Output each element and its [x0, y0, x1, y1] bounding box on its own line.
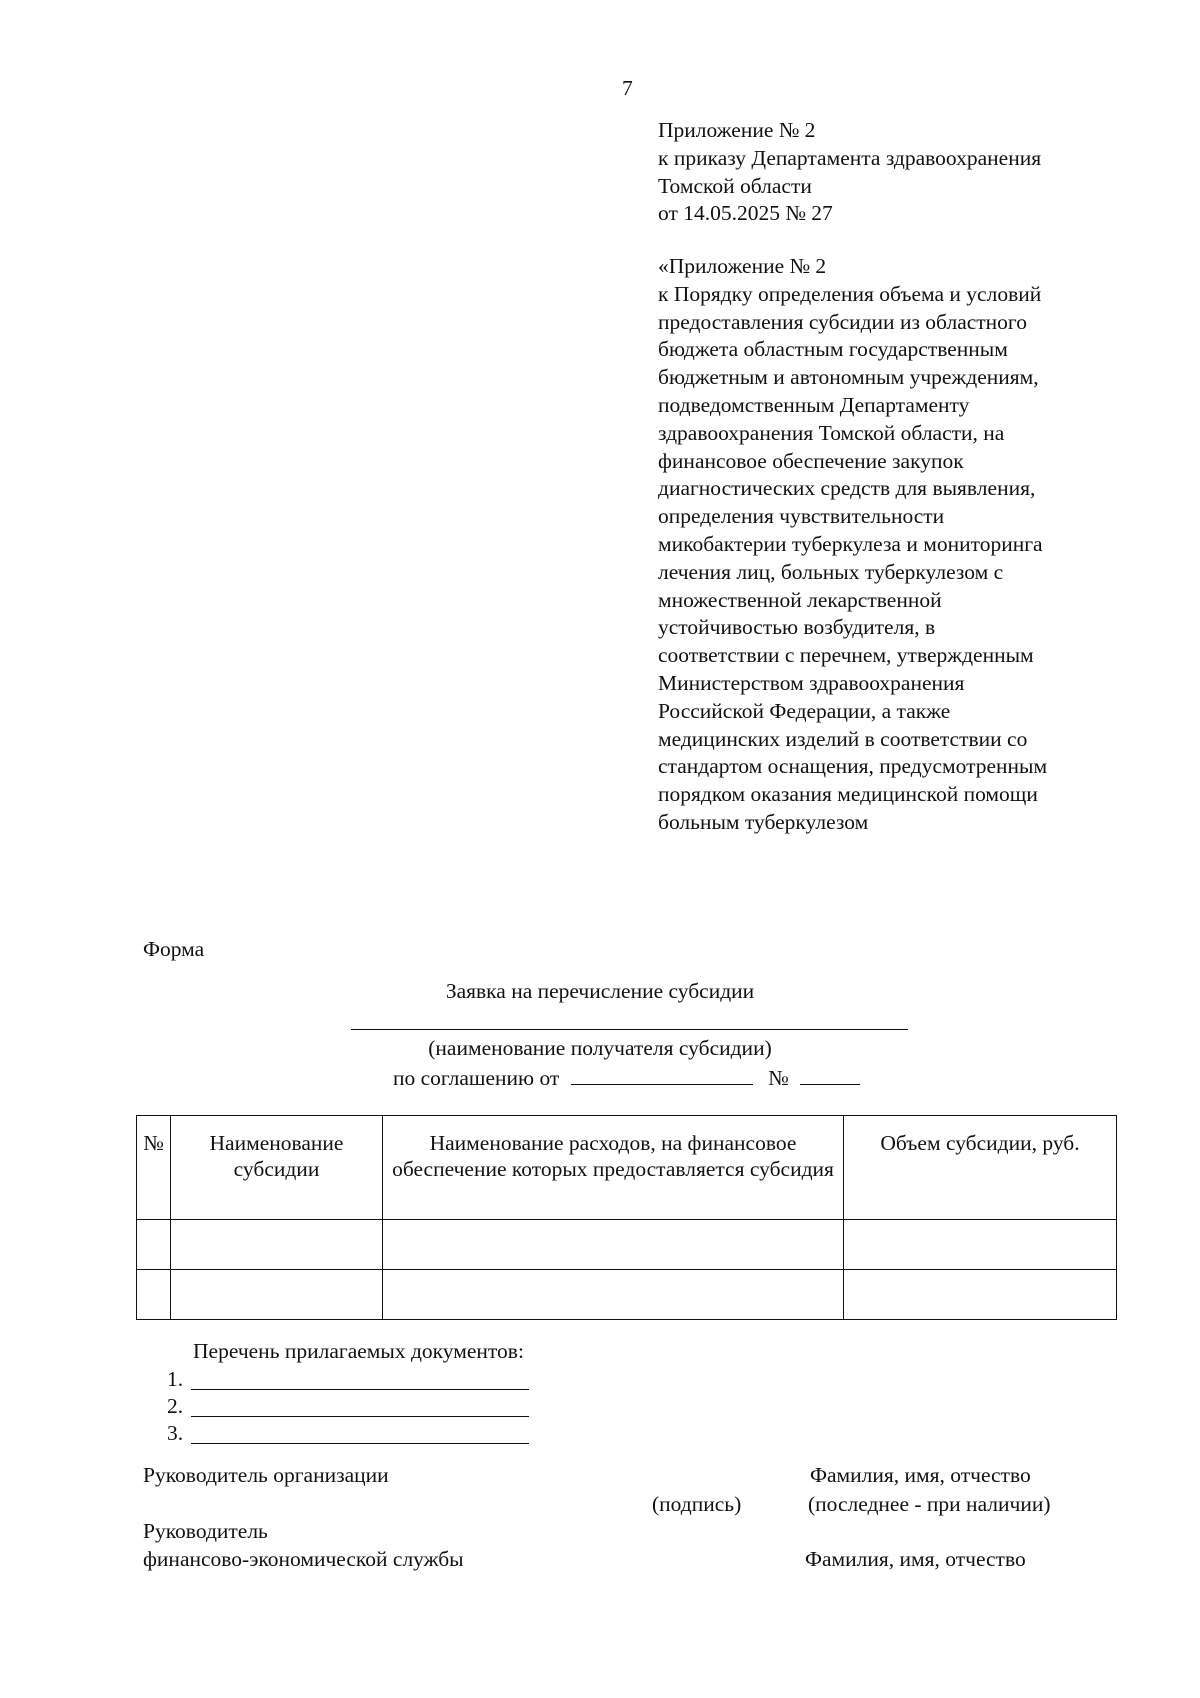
document-blank-line[interactable]: [191, 1443, 529, 1444]
appendix-order-line: финансовое обеспечение закупок: [658, 448, 964, 473]
table-cell[interactable]: [137, 1220, 171, 1270]
appendix-header-line: от 14.05.2025 № 27: [658, 201, 833, 226]
appendix-order-line: Министерством здравоохранения: [658, 670, 965, 695]
list-item-number: 1.: [167, 1367, 184, 1391]
head-of-org-label: Руководитель организации: [143, 1463, 389, 1487]
column-header-subsidy-amount: Объем субсидии, руб.: [844, 1116, 1117, 1220]
agreement-date-blank[interactable]: [571, 1066, 753, 1085]
form-title: Заявка на перечисление субсидии: [445, 979, 755, 1003]
head-fin-label-line2: финансово-экономической службы: [143, 1547, 464, 1571]
table-cell[interactable]: [383, 1220, 844, 1270]
list-item-number: 2.: [167, 1394, 184, 1418]
appendix-order-line: больным туберкулезом: [658, 809, 869, 834]
signature-caption: (подпись): [652, 1492, 742, 1516]
appendix-order-line: подведомственным Департаменту: [658, 392, 970, 417]
full-name-note: (последнее - при наличии): [808, 1492, 1051, 1516]
appendix-order-line: порядком оказания медицинской помощи: [658, 782, 1038, 807]
head-fin-label-line1: Руководитель: [143, 1519, 268, 1543]
appendix-header-line: Томской области: [658, 173, 812, 198]
full-name-label: Фамилия, имя, отчество: [810, 1463, 1031, 1487]
column-header-expense-name: Наименование расходов, на финансовое обеспечение которых предоставляется субсидия: [383, 1116, 844, 1220]
form-label: Форма: [143, 937, 205, 961]
appendix-order-line: бюджетным и автономным учреждениям,: [658, 365, 1039, 390]
appendix-header-line: Приложение № 2: [658, 118, 816, 142]
appendix-order-line: стандартом оснащения, предусмотренным: [658, 754, 1048, 779]
appendix-header-line: к приказу Департамента здравоохранения: [658, 145, 1042, 170]
table-row: [137, 1270, 1117, 1320]
appendix-order-line: определения чувствительности: [658, 504, 945, 529]
appendix-order-line: соответствии с перечнем, утвержденным: [658, 643, 1034, 668]
attached-docs-title: Перечень прилагаемых документов:: [193, 1339, 524, 1363]
column-header-subsidy-name: Наименование субсидии: [171, 1116, 383, 1220]
full-name-label-2: Фамилия, имя, отчество: [805, 1547, 1026, 1571]
agreement-line: [393, 1066, 860, 1091]
recipient-name-line[interactable]: [351, 1029, 908, 1030]
table-header-row: [137, 1116, 1117, 1220]
table-cell[interactable]: [383, 1270, 844, 1320]
appendix-order-line: бюджета областным государственным: [658, 337, 1008, 362]
appendix-order-line: здравоохранения Томской области, на: [658, 420, 1005, 445]
table-cell[interactable]: [171, 1220, 383, 1270]
table-cell[interactable]: [844, 1270, 1117, 1320]
document-blank-line[interactable]: [191, 1389, 529, 1390]
appendix-order-line: устойчивостью возбудителя, в: [658, 615, 936, 640]
table-cell[interactable]: [171, 1270, 383, 1320]
appendix-order-line: множественной лекарственной: [658, 587, 942, 612]
appendix-order-text: [658, 253, 1047, 837]
appendix-order-line: диагностических средств для выявления,: [658, 476, 1036, 501]
page-number: 7: [622, 76, 633, 100]
table-cell[interactable]: [137, 1270, 171, 1320]
agreement-prefix: по соглашению от: [393, 1066, 560, 1090]
table-row: [137, 1220, 1117, 1270]
table-cell[interactable]: [844, 1220, 1117, 1270]
appendix-order-line: лечения лиц, больных туберкулезом с: [658, 559, 1004, 584]
appendix-order-line: «Приложение № 2: [658, 254, 827, 278]
appendix-order-line: Российской Федерации, а также: [658, 698, 951, 723]
list-item-number: 3.: [167, 1421, 184, 1445]
agreement-number-sign: №: [768, 1066, 789, 1090]
column-header-number: №: [137, 1116, 171, 1220]
agreement-number-blank[interactable]: [800, 1066, 860, 1085]
subsidy-table: [136, 1115, 1117, 1320]
appendix-order-line: к Порядку определения объема и условий: [658, 281, 1042, 306]
document-blank-line[interactable]: [191, 1416, 529, 1417]
recipient-caption: (наименование получателя субсидии): [428, 1036, 772, 1060]
appendix-order-line: предоставления субсидии из областного: [658, 309, 1027, 334]
appendix-order-line: медицинских изделий в соответствии со: [658, 726, 1028, 751]
appendix-header: [658, 117, 1041, 228]
appendix-order-line: микобактерии туберкулеза и мониторинга: [658, 531, 1043, 556]
